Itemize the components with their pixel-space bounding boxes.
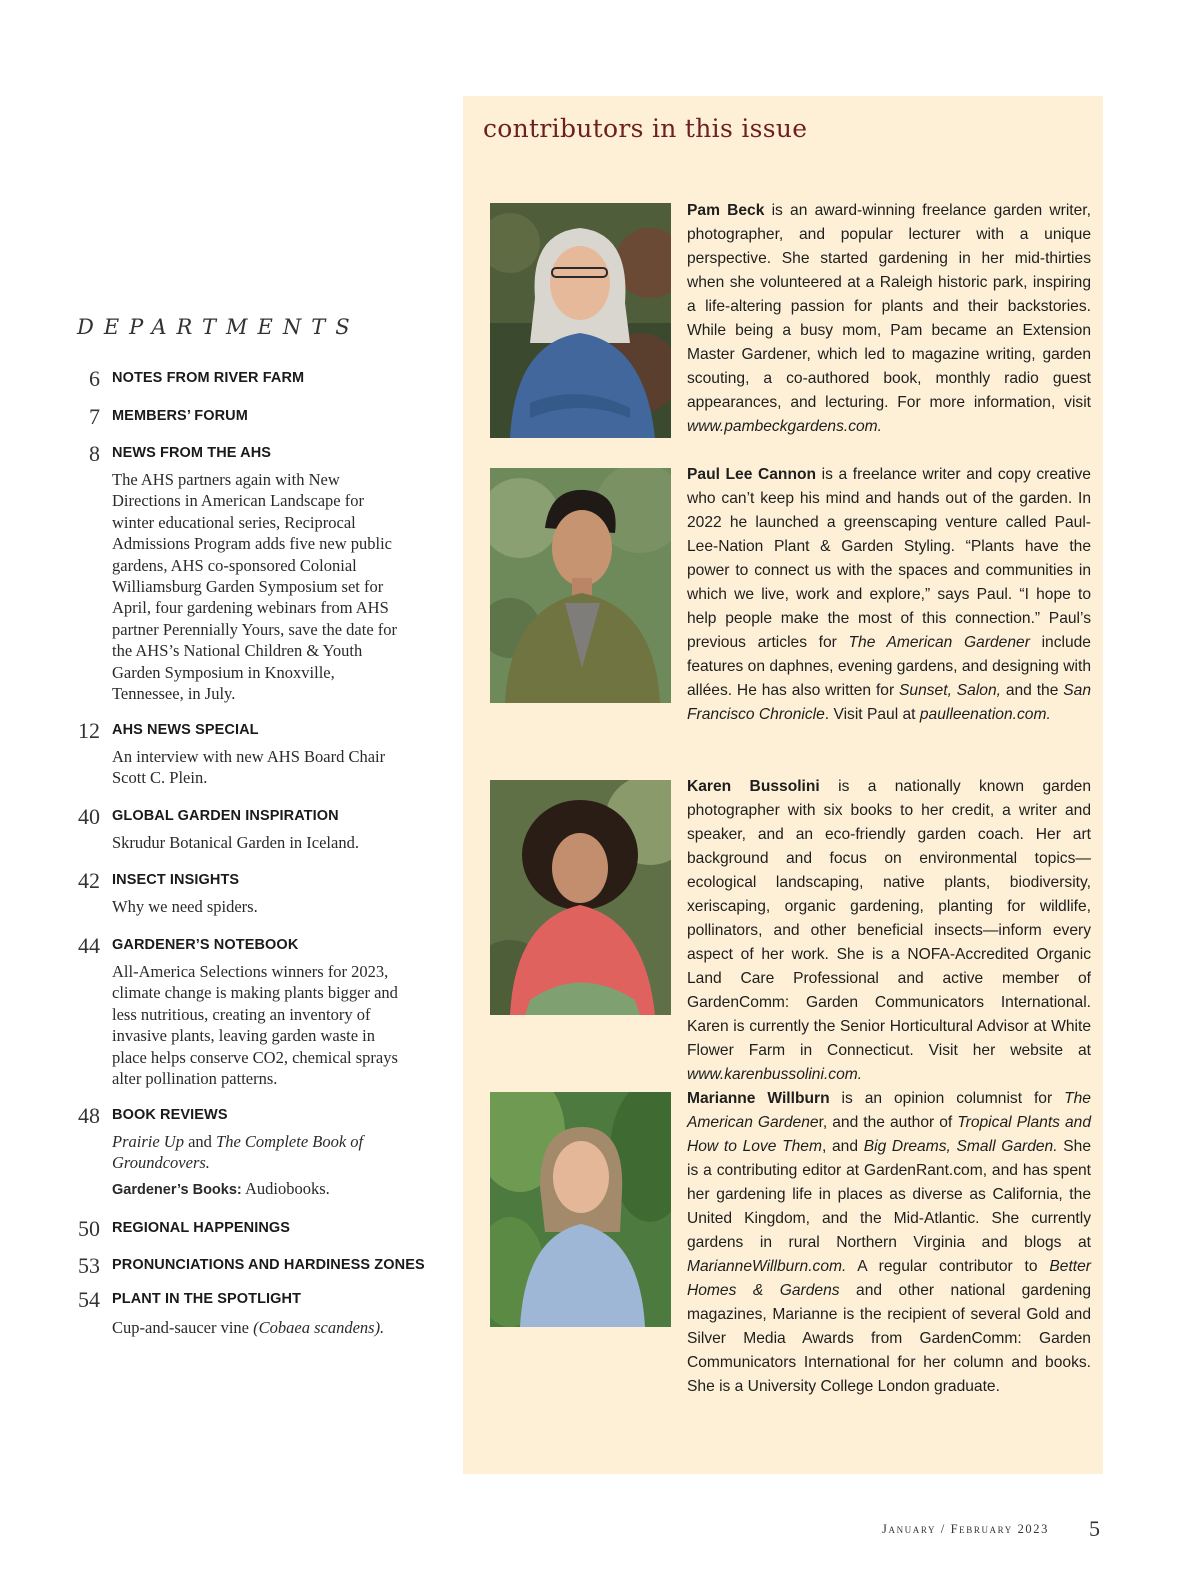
- publication-title: The American Gardene: [687, 1090, 1091, 1131]
- issue-date: January / February 2023: [882, 1522, 1049, 1536]
- bio-text: is an opinion columnist for: [841, 1090, 1053, 1107]
- publication-title: Tropical Plants and How to Love Them: [687, 1114, 1091, 1155]
- department-heading[interactable]: AHS NEWS SPECIAL: [112, 722, 259, 738]
- contributor-name: Marianne Willburn: [687, 1090, 830, 1107]
- contributor-name: Pam Beck: [687, 202, 765, 219]
- bio-text: and the: [1005, 682, 1059, 699]
- publication-title: The American Gardener: [848, 634, 1030, 651]
- page-number: 5: [1089, 1516, 1100, 1541]
- department-description: The AHS partners again with New Directions in American Landscape for winter educational series, Reciprocal Admissions Program adds five new public gardens, AHS co-sponsored Colonial Williamsburg Garden Symposium set for April, four gardening webinars from AHS partner Perennially Yours, save the date for the AHS’s National Children & Youth Garden Symposium in Knoxville, Tennessee, in July.: [112, 470, 398, 704]
- departments-heading: DEPARTMENTS: [77, 315, 360, 339]
- department-page-number: 44: [78, 933, 100, 958]
- portrait-image: [490, 1092, 671, 1327]
- contributor-website-link[interactable]: MarianneWillburn.com.: [687, 1258, 847, 1275]
- department-heading[interactable]: MEMBERS’ FORUM: [112, 408, 248, 424]
- department-description: All-America Selections winners for 2023, climate change is making plants bigger and less nutritious, creating an inventory of invasive plants, leaving garden waste in place helps conserve CO2, chemical sprays alter pollination patterns.: [112, 962, 398, 1089]
- gardeners-books-line: [112, 1179, 412, 1199]
- department-page-number: 54: [78, 1287, 100, 1312]
- department-heading[interactable]: REGIONAL HAPPENINGS: [112, 1220, 291, 1236]
- bio-text: , and: [821, 1138, 858, 1155]
- plant-latin-name: (Cobaea scandens).: [253, 1318, 385, 1337]
- department-page-number: 12: [78, 718, 100, 743]
- department-description: An interview with new AHS Board Chair Scott C. Plein.: [112, 747, 386, 788]
- contributor-website-link[interactable]: www.pambeckgardens.com.: [687, 418, 883, 435]
- contributor-website-link[interactable]: www.karenbussolini.com.: [687, 1066, 863, 1083]
- portrait-image: [490, 203, 671, 438]
- contributors-title: contributors in this issue: [483, 114, 808, 143]
- department-heading[interactable]: INSECT INSIGHTS: [112, 872, 240, 888]
- contributor-bio-karen-bussolini: [687, 775, 1091, 1087]
- department-heading[interactable]: PRONUNCIATIONS AND HARDINESS ZONES: [112, 1257, 425, 1273]
- department-page-number: 6: [89, 366, 100, 391]
- department-page-number: 40: [78, 804, 100, 829]
- bio-text: She is a contributing editor at GardenRant.com, and has spent her gardening life in places as diverse as California, the United Kingdom, and the Mid-Atlantic. She currently gardens in rural Northern Virginia and blogs at: [687, 1138, 1092, 1251]
- department-heading[interactable]: NOTES FROM RIVER FARM: [112, 370, 305, 386]
- bio-text: and other national gardening magazines, Marianne is the recipient of several Gold and Silver Media Awards from GardenComm: Garden Communicators International for her column and books. She is a University College London graduate.: [687, 1282, 1091, 1395]
- department-page-number: 7: [89, 404, 100, 429]
- bio-text: include features on daphnes, evening gardens, and designing with allées. He has also written for: [687, 634, 1091, 699]
- department-heading[interactable]: GLOBAL GARDEN INSPIRATION: [112, 808, 339, 824]
- department-page-number: 8: [89, 441, 100, 466]
- contributor-photo-karen-bussolini: [490, 780, 671, 1015]
- bio-text: r, and the author of: [818, 1114, 953, 1131]
- bio-text: is a nationally known garden photographer with six books to her credit, a writer and speaker, and an eco-friendly garden coach. Her art background and focus on environmental topics—ecological landscaping, native plants, biodiversity, xeriscaping, organic gardening, planting for wildlife, pollinators, and other beneficial insects—inform every aspect of her work. She is a NOFA-Accredited Organic Land Care Professional and active member of GardenComm: Garden Communicators International. Karen is currently the Senior Horticultural Advisor at White Flower Farm in Connecticut. Visit her website at: [687, 778, 1091, 1059]
- connector-word: and: [188, 1132, 212, 1151]
- department-page-number: 42: [78, 868, 100, 893]
- department-description: [112, 1317, 408, 1338]
- bio-text: is an award-winning freelance garden writer, photographer, and popular lecturer with a unique perspective. She started gardening in her mid-thirties when she volunteered at a Raleigh historic park, inspiring a life-altering passion for plants and their backstories. While being a busy mom, Pam became an Extension Master Gardener, which led to magazine writing, garden scouting, a co-authored book, monthly radio guest appearances, and lecturing. For more information, visit: [687, 202, 1091, 411]
- book-title: The Complete Book of Groundcovers.: [112, 1132, 364, 1173]
- portrait-image: [490, 780, 671, 1015]
- book-title: Prairie Up: [112, 1132, 184, 1151]
- contributors-panel: [463, 96, 1103, 1474]
- contributor-website-link[interactable]: paulleenation.com.: [919, 706, 1051, 723]
- contributor-bio-pam-beck: [687, 199, 1091, 439]
- department-heading[interactable]: BOOK REVIEWS: [112, 1107, 228, 1123]
- department-heading[interactable]: GARDENER’S NOTEBOOK: [112, 937, 299, 953]
- contributor-name: Karen Bussolini: [687, 778, 820, 795]
- department-heading[interactable]: PLANT IN THE SPOTLIGHT: [112, 1291, 302, 1307]
- contributor-photo-paul-lee-cannon: [490, 468, 671, 703]
- portrait-image: [490, 468, 671, 703]
- contributor-photo-marianne-willburn: [490, 1092, 671, 1327]
- department-description: Skrudur Botanical Garden in Iceland.: [112, 833, 359, 852]
- publication-title: Sunset, Salon,: [899, 682, 1001, 699]
- contributor-bio-paul-lee-cannon: [687, 463, 1091, 727]
- gardeners-books-text: Audiobooks.: [244, 1179, 330, 1198]
- department-page-number: 50: [78, 1216, 100, 1241]
- department-page-number: 53: [78, 1253, 100, 1278]
- department-description: Why we need spiders.: [112, 897, 258, 916]
- department-description: [112, 1131, 382, 1174]
- bio-text: is a freelance writer and copy creative who can’t keep his mind and hands out of the garden. In 2022 he launched a greenscaping venture called Paul-Lee-Nation Plant & Garden Styling. “Plants have the power to connect us with the spaces and communities in which we live, work and explore,” says Paul. “I hope to help people make the most of this connection.” Paul’s previous articles for: [687, 466, 1091, 651]
- gardeners-books-label: Gardener’s Books:: [112, 1182, 242, 1198]
- department-heading[interactable]: NEWS FROM THE AHS: [112, 445, 272, 461]
- publication-title: San Francisco Chronicle: [687, 682, 1091, 723]
- contributor-photo-pam-beck: [490, 203, 671, 438]
- plant-common-name: Cup-and-saucer vine: [112, 1318, 249, 1337]
- bio-text: A regular contributor to: [857, 1258, 1038, 1275]
- publication-title: Better Homes & Gardens: [687, 1258, 1091, 1299]
- publication-title: Big Dreams, Small Garden.: [863, 1138, 1058, 1155]
- contributor-name: Paul Lee Cannon: [687, 466, 817, 483]
- contributor-bio-marianne-willburn: [687, 1087, 1091, 1399]
- department-page-number: 48: [78, 1103, 100, 1128]
- bio-text: . Visit Paul at: [824, 706, 916, 723]
